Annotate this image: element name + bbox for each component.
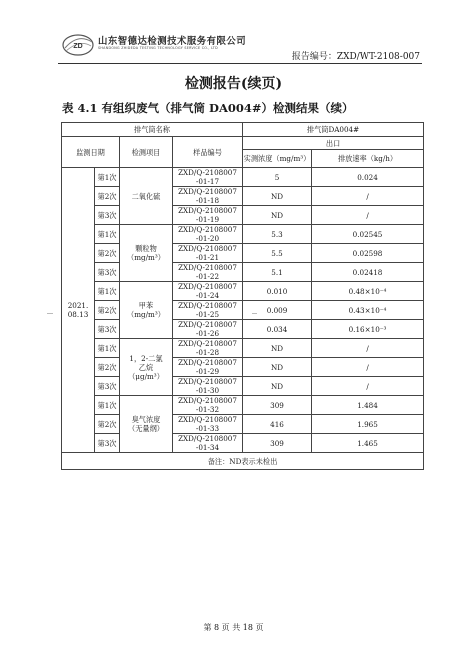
cell-line: -01-21 xyxy=(195,253,220,262)
frequency-cell: 第2次 xyxy=(95,358,120,377)
company-logo-icon xyxy=(60,31,96,59)
cell-line: -01-25 xyxy=(195,310,220,319)
table-row xyxy=(62,434,424,453)
concentration-cell: 5.5 xyxy=(243,244,312,263)
table-row xyxy=(62,187,424,206)
cell-line: -01-32 xyxy=(195,405,220,414)
table-note: 备注：ND表示未检出 xyxy=(62,453,424,470)
cell-line: -01-33 xyxy=(195,424,220,433)
sample-id-cell xyxy=(173,206,243,225)
emission-rate-cell: 1.465 xyxy=(312,434,424,453)
frequency-cell: 第3次 xyxy=(95,377,120,396)
table-row xyxy=(62,301,424,320)
sample-id-cell xyxy=(173,320,243,339)
sample-id-cell xyxy=(173,187,243,206)
cell-line: ZXD/Q-2108007 xyxy=(178,339,237,348)
emission-rate-cell: / xyxy=(312,377,424,396)
cell-line: （μg/m³） xyxy=(128,371,164,381)
cell-line: -01-28 xyxy=(195,348,220,357)
emission-rate-cell: 1.484 xyxy=(312,396,424,415)
emission-rate-cell: / xyxy=(312,206,424,225)
cell-line: ZXD/Q-2108007 xyxy=(178,377,237,386)
header-row-outlet xyxy=(62,123,424,137)
concentration-cell: ND xyxy=(243,377,312,396)
sample-id-cell xyxy=(173,377,243,396)
cell-line: -01-20 xyxy=(195,234,220,243)
table-row xyxy=(62,263,424,282)
concentration-cell: 5.3 xyxy=(243,225,312,244)
outlet-name-value: 排气筒DA004# xyxy=(243,123,424,137)
table-row xyxy=(62,206,424,225)
sample-id-cell xyxy=(173,396,243,415)
frequency-cell: 第1次 xyxy=(95,396,120,415)
monitoring-date xyxy=(62,168,95,453)
note-row xyxy=(62,453,424,470)
cell-line: ZXD/Q-2108007 xyxy=(178,415,237,424)
cell-line: -01-29 xyxy=(195,367,220,376)
sample-id-cell xyxy=(173,263,243,282)
results-table xyxy=(61,122,424,470)
page-footer: 第 8 页 共 18 页 xyxy=(203,623,264,632)
frequency-cell: 第1次 xyxy=(95,282,120,301)
sample-header: 样品编号 xyxy=(173,137,243,168)
conc-header: 实测浓度（mg/m³） xyxy=(243,150,312,168)
concentration-cell: 309 xyxy=(243,396,312,415)
header-row-exit xyxy=(62,137,424,150)
company-name: 山东智德达检测技术服务有限公司 xyxy=(98,36,247,47)
sample-id-cell xyxy=(173,339,243,358)
cell-line: 08.13 xyxy=(67,310,89,319)
concentration-cell: ND xyxy=(243,358,312,377)
test-item-cell xyxy=(120,225,173,282)
table-row xyxy=(62,415,424,434)
cell-line: （无量纲） xyxy=(128,424,164,433)
header-divider xyxy=(58,63,422,64)
concentration-cell: 5 xyxy=(243,168,312,187)
cell-line: 1，2-二氯 xyxy=(129,353,163,363)
emission-rate-cell: 1.965 xyxy=(312,415,424,434)
cell-line: （mg/m³） xyxy=(127,310,165,319)
emission-rate-cell: 0.02598 xyxy=(312,244,424,263)
cell-line: -01-22 xyxy=(195,272,220,281)
emission-rate-cell: / xyxy=(312,339,424,358)
cell-line: ZXD/Q-2108007 xyxy=(178,301,237,310)
test-item-cell xyxy=(120,168,173,225)
sample-id-cell xyxy=(173,244,243,263)
table-row xyxy=(62,320,424,339)
emission-rate-cell: 0.024 xyxy=(312,168,424,187)
cell-line: ZXD/Q-2108007 xyxy=(178,282,237,291)
cell-line: 臭气浓度 xyxy=(131,415,161,424)
cell-line: 甲苯 xyxy=(138,301,154,310)
cell-line: -01-30 xyxy=(195,386,220,395)
cell-line: -01-34 xyxy=(195,443,220,452)
sample-id-cell xyxy=(173,301,243,320)
outlet-name-header: 排气筒名称 xyxy=(62,123,243,137)
sample-id-cell xyxy=(173,225,243,244)
cell-line: ZXD/Q-2108007 xyxy=(178,434,237,443)
frequency-cell: 第2次 xyxy=(95,415,120,434)
table-row xyxy=(62,339,424,358)
logo-mark-text: ZD xyxy=(73,43,83,50)
concentration-cell: ND xyxy=(243,206,312,225)
scan-mark xyxy=(252,313,257,314)
cell-line: ZXD/Q-2108007 xyxy=(178,358,237,367)
concentration-cell: 416 xyxy=(243,415,312,434)
table-row xyxy=(62,282,424,301)
table-row xyxy=(62,225,424,244)
concentration-cell: 5.1 xyxy=(243,263,312,282)
emission-rate-cell: 0.02545 xyxy=(312,225,424,244)
cell-line: ZXD/Q-2108007 xyxy=(178,244,237,253)
cell-line: -01-19 xyxy=(195,215,220,224)
sample-id-cell xyxy=(173,168,243,187)
cell-line: ZXD/Q-2108007 xyxy=(178,206,237,215)
cell-line: -01-26 xyxy=(195,329,220,338)
table-row xyxy=(62,168,424,187)
frequency-cell: 第1次 xyxy=(95,225,120,244)
cell-line: -01-18 xyxy=(195,196,220,205)
emission-rate-cell: 0.43×10⁻⁴ xyxy=(312,301,424,320)
concentration-cell: ND xyxy=(243,187,312,206)
cell-line: 乙烷 xyxy=(138,362,154,372)
concentration-cell: 0.034 xyxy=(243,320,312,339)
page-title: 检测报告(续页) xyxy=(184,76,283,92)
cell-line: 颗粒物 xyxy=(135,244,157,253)
cell-line: ZXD/Q-2108007 xyxy=(178,187,237,196)
report-number: 报告编号：ZXD/WT-2108-007 xyxy=(291,52,420,62)
table-caption: 表 4.1 有组织废气（排气筒 DA004#）检测结果（续） xyxy=(62,101,354,115)
table-row xyxy=(62,358,424,377)
item-header: 检测项目 xyxy=(120,137,173,168)
frequency-cell: 第2次 xyxy=(95,244,120,263)
sample-id-cell xyxy=(173,415,243,434)
date-header: 监测日期 xyxy=(62,137,120,168)
test-item-cell xyxy=(120,339,173,396)
exit-header: 出口 xyxy=(243,137,424,150)
frequency-cell: 第3次 xyxy=(95,434,120,453)
sample-id-cell xyxy=(173,434,243,453)
cell-line: 2021. xyxy=(67,301,89,310)
frequency-cell: 第3次 xyxy=(95,206,120,225)
cell-line: -01-24 xyxy=(195,291,220,300)
frequency-cell: 第1次 xyxy=(95,339,120,358)
company-name-english: SHANDONG ZHIDEDA TESTING TECHNOLOGY SERVICE CO., LTD xyxy=(98,46,218,50)
rate-header: 排放速率（kg/h） xyxy=(312,150,424,168)
table-row xyxy=(62,244,424,263)
cell-line: -01-17 xyxy=(195,177,220,186)
concentration-cell: 0.009 xyxy=(243,301,312,320)
test-item-cell xyxy=(120,282,173,339)
test-item-cell xyxy=(120,396,173,453)
frequency-cell: 第2次 xyxy=(95,187,120,206)
cell-line: ZXD/Q-2108007 xyxy=(178,168,237,177)
sample-id-cell xyxy=(173,282,243,301)
table-row xyxy=(62,396,424,415)
emission-rate-cell: / xyxy=(312,358,424,377)
emission-rate-cell: / xyxy=(312,187,424,206)
concentration-cell: ND xyxy=(243,339,312,358)
emission-rate-cell: 0.16×10⁻³ xyxy=(312,320,424,339)
cell-line: ZXD/Q-2108007 xyxy=(178,225,237,234)
cell-line: 二氧化硫 xyxy=(131,191,161,201)
cell-line: ZXD/Q-2108007 xyxy=(178,396,237,405)
emission-rate-cell: 0.48×10⁻⁴ xyxy=(312,282,424,301)
report-header xyxy=(60,31,420,61)
cell-line: ZXD/Q-2108007 xyxy=(178,320,237,329)
concentration-cell: 309 xyxy=(243,434,312,453)
emission-rate-cell: 0.02418 xyxy=(312,263,424,282)
frequency-cell: 第2次 xyxy=(95,301,120,320)
cell-line: （mg/m³） xyxy=(127,253,165,262)
frequency-cell: 第1次 xyxy=(95,168,120,187)
sample-id-cell xyxy=(173,358,243,377)
table-row xyxy=(62,377,424,396)
cell-line: ZXD/Q-2108007 xyxy=(178,263,237,272)
concentration-cell: 0.010 xyxy=(243,282,312,301)
scan-mark xyxy=(47,313,53,314)
frequency-cell: 第3次 xyxy=(95,320,120,339)
frequency-cell: 第3次 xyxy=(95,263,120,282)
